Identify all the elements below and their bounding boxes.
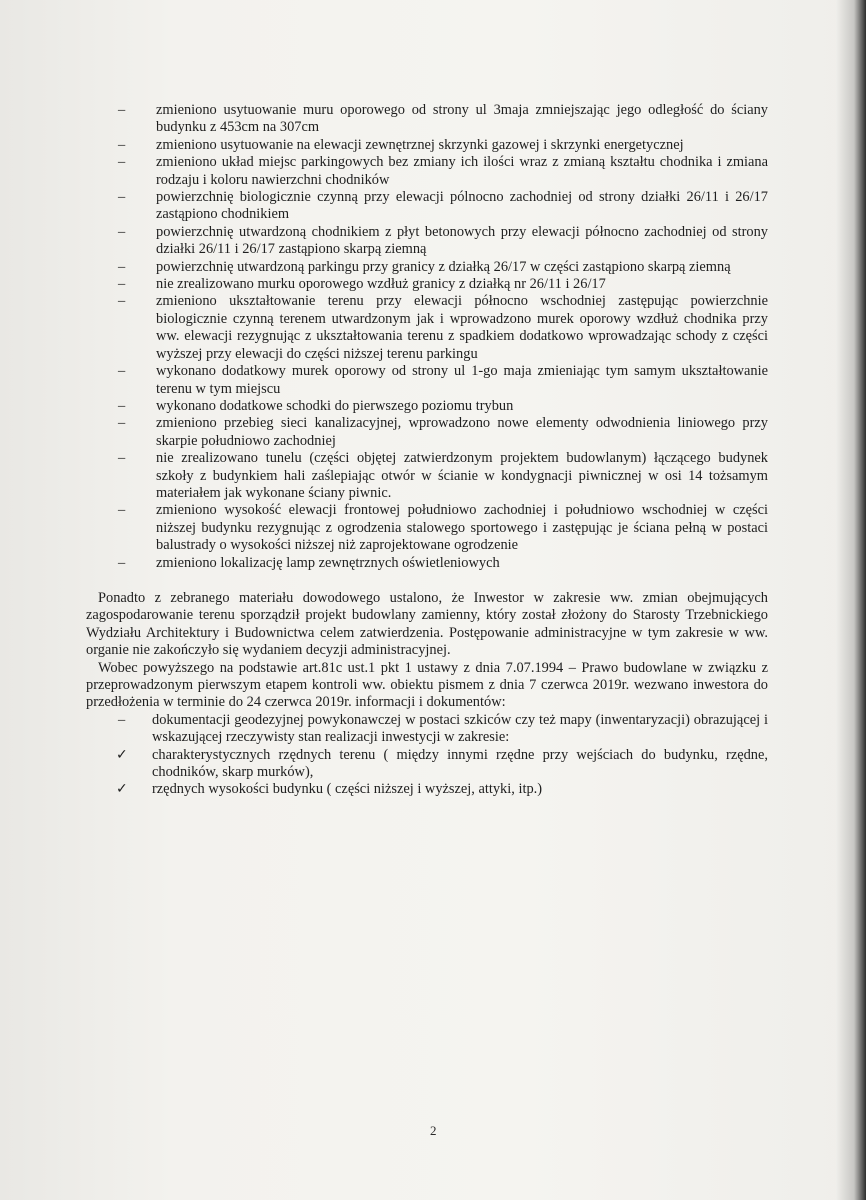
list-item: – zmieniono ukształtowanie terenu przy elewacji północno wschodniej zastępując powierzchnie biologicznie czynną terenem utwardzonym jak i wprowadzono murek oporowy wzdłuż chodnika przy ww. elewacji rezygnując z ukształtowania terenu z spadkiem dodatkowo wprowadzając schody z części wyższej przy elewacji do części niższej terenu parkingu — [118, 293, 768, 363]
paragraph-findings: Ponadto z zebranego materiału dowodowego ustalono, że Inwestor w zakresie ww. zmian obejmujących zagospodarowanie terenu sporządził projekt budowlany zamienny, który został złożony do Starosty Trzebnickiego Wydziału Architektury i Budownictwa celem zatwierdzenia. Postępowanie administracyjne w tym zakresie w ww. organie nie zakończyło się wydaniem decyzji administracyjnej. — [86, 589, 768, 659]
list-item: – zmieniono lokalizację lamp zewnętrznych oświetleniowych — [118, 555, 768, 572]
list-item: – powierzchnię biologicznie czynną przy elewacji pólnocno zachodniej od strony działki 26/11 i 26/17 zastąpiono chodnikiem — [118, 189, 768, 224]
list-item: – dokumentacji geodezyjnej powykonawczej w postaci szkiców czy też mapy (inwentaryzacji) obrazującej i wskazującej rzeczywisty stan realizacji inwestycji w zakresie: — [114, 712, 768, 747]
list-item: – zmieniono układ miejsc parkingowych bez zmiany ich ilości wraz z zmianą kształtu chodnika i zmiana rodzaju i koloru nawierzchni chodników — [118, 154, 768, 189]
list-item: – powierzchnię utwardzoną parkingu przy granicy z działką 26/17 w części zastąpiono skarpą ziemną — [118, 259, 768, 276]
list-item: – powierzchnię utwardzoną chodnikiem z płyt betonowych przy elewacji północno zachodniej od strony działki 26/11 i 26/17 zastąpiono skarpą ziemną — [118, 224, 768, 259]
page-number: 2 — [430, 1123, 437, 1138]
paragraph-summons: Wobec powyższego na podstawie art.81c ust.1 pkt 1 ustawy z dnia 7.07.1994 – Prawo budowlane w związku z przeprowadzonym pierwszym etapem kontroli ww. obiektu pismem z dnia 7 czerwca 2019r. wezwano inwestora do przedłożenia w terminie do 24 czerwca 2019r. informacji i dokumentów: — [86, 659, 768, 711]
paragraphs — [86, 589, 768, 712]
list-item: – wykonano dodatkowy murek oporowy od strony ul 1-go maja zmieniając tym samym ukształtowanie terenu w tym miejscu — [118, 363, 768, 398]
list-item: – zmieniono przebieg sieci kanalizacyjnej, wprowadzono nowe elementy odwodnienia liniowego przy skarpie południowo zachodniej — [118, 415, 768, 450]
list-item: – zmieniono wysokość elewacji frontowej południowo zachodniej i południowo wschodniej w części niższej budynku rezygnując z ogrodzenia stalowego sportowego i zastępując je ściana pełną w postaci balustrady o wysokości niższej niż zaprojektowane ogrodzenie — [118, 502, 768, 554]
changes-list — [118, 102, 768, 572]
documents-list — [114, 712, 768, 799]
list-item: ✓ charakterystycznych rzędnych terenu ( między innymi rzędne przy wejściach do budynku, rzędne, chodników, skarp murków), — [114, 747, 768, 782]
list-item: – nie zrealizowano murku oporowego wzdłuż granicy z działką nr 26/11 i 26/17 — [118, 276, 768, 293]
page-content — [86, 102, 768, 799]
list-item: – zmieniono usytuowanie na elewacji zewnętrznej skrzynki gazowej i skrzynki energetycznej — [118, 137, 768, 154]
list-item: ✓ rzędnych wysokości budynku ( części niższej i wyższej, attyki, itp.) — [114, 781, 768, 798]
list-item: – nie zrealizowano tunelu (części objętej zatwierdzonym projektem budowlanym) łączącego budynek szkoły z budynkiem hali zaślepiając otwór w ścianie w kondygnacji piwnicznej w osi 14 tożsamym materiałem jak wykonane ściany piwnic. — [118, 450, 768, 502]
list-item: – zmieniono usytuowanie muru oporowego od strony ul 3maja zmniejszając jego odległość do ściany budynku z 453cm na 307cm — [118, 102, 768, 137]
list-item: – wykonano dodatkowe schodki do pierwszego poziomu trybun — [118, 398, 768, 415]
page-edge-shadow — [836, 0, 866, 1200]
